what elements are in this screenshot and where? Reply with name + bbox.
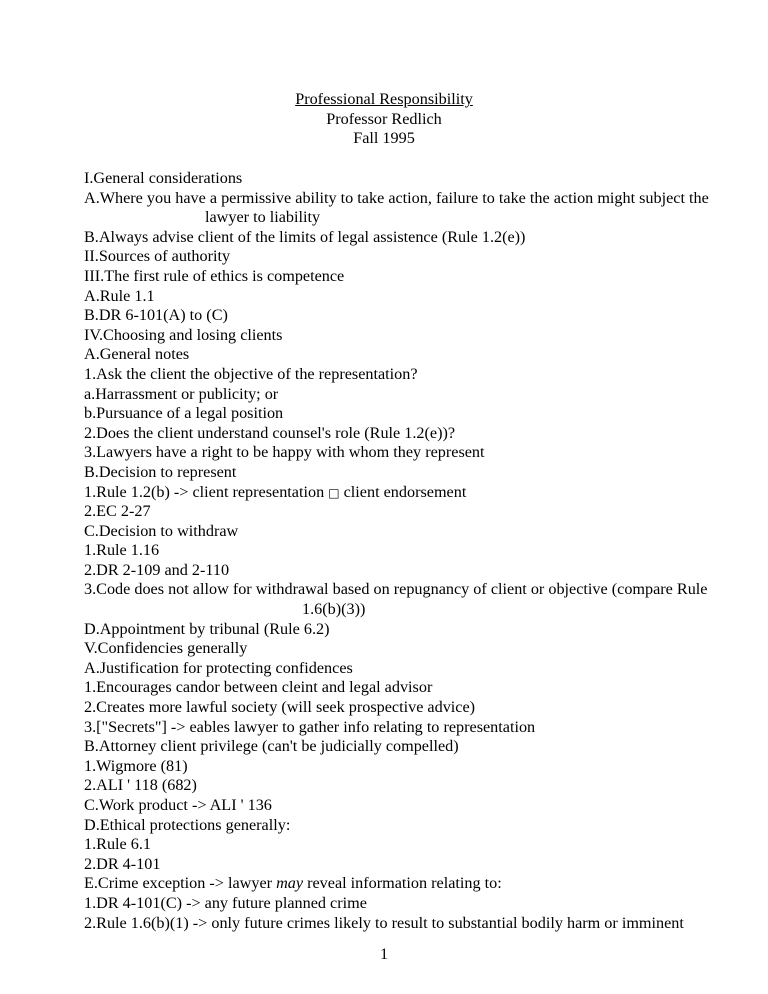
- outline-line: B.Always advise client of the limits of legal assistence (Rule 1.2(e)): [84, 227, 526, 246]
- outline-line: 1.Rule 1.16: [84, 541, 160, 560]
- outline-line-part: 1.Rule 1.2(b) -> client representation: [84, 482, 325, 501]
- outline-line: 3.["Secrets"] -> eables lawyer to gather info relating to representation: [84, 717, 536, 736]
- outline-line: B.Attorney client privilege (can't be judicially compelled): [84, 737, 459, 756]
- outline-line: A.Rule 1.1: [84, 286, 155, 305]
- outline-line: 2.Creates more lawful society (will seek prospective advice): [84, 698, 476, 717]
- outline-line: 1.Encourages candor between cleint and legal advisor: [84, 678, 433, 697]
- outline-line: 1.Ask the client the objective of the representation?: [84, 364, 418, 383]
- outline-line: 2.EC 2-27: [84, 502, 151, 521]
- outline-line: 3.Code does not allow for withdrawal based on repugnancy of client or objective (compare Rule: [84, 580, 708, 599]
- emphasis-text: may: [276, 874, 304, 893]
- outline-line-part: reveal information relating to:: [307, 874, 502, 893]
- missing-glyph-icon: □: [328, 485, 340, 500]
- outline-line: 2.Does the client understand counsel's role (Rule 1.2(e))?: [84, 423, 456, 442]
- outline-line: 2.ALI ' 118 (682): [84, 776, 197, 795]
- outline-line-mixed: [84, 874, 704, 894]
- outline-line-part: client endorsement: [343, 482, 467, 501]
- outline-line: a.Harrassment or publicity; or: [84, 384, 279, 403]
- outline-line: 3.Lawyers have a right to be happy with whom they represent: [84, 443, 485, 462]
- outline-line: B.DR 6-101(A) to (C): [84, 306, 228, 325]
- outline-line: 2.DR 2-109 and 2-110: [84, 560, 230, 579]
- term: Fall 1995: [353, 129, 415, 148]
- outline-line: 1.Rule 6.1: [84, 835, 151, 854]
- outline-line: b.Pursuance of a legal position: [84, 404, 284, 423]
- page-number: 1: [379, 945, 389, 963]
- outline-line: 1.DR 4-101(C) -> any future planned crime: [84, 893, 367, 912]
- outline-line-part: E.Crime exception -> lawyer: [84, 874, 273, 893]
- outline-line: II.Sources of authority: [84, 247, 231, 266]
- outline-line: V.Confidencies generally: [84, 639, 248, 658]
- outline-line-continuation: 1.6(b)(3)): [302, 600, 366, 619]
- document-title: Professional Responsibility: [295, 90, 473, 108]
- outline-line-continuation: lawyer to liability: [205, 208, 321, 227]
- outline-line: C.Work product -> ALI ' 136: [84, 796, 272, 814]
- outline-line: III.The first rule of ethics is competence: [84, 266, 345, 285]
- professor-name: Professor Redlich: [326, 109, 442, 128]
- outline-line: D.Appointment by tribunal (Rule 6.2): [84, 619, 330, 638]
- outline-line: D.Ethical protections generally:: [84, 815, 291, 834]
- outline-line: A.Justification for protecting confidences: [84, 658, 353, 677]
- outline-line: 1.Wigmore (81): [84, 756, 188, 775]
- outline-body: [84, 169, 709, 933]
- outline-line-mixed: [84, 483, 704, 503]
- outline-line: B.Decision to represent: [84, 462, 237, 481]
- outline-line: IV.Choosing and losing clients: [84, 325, 283, 344]
- outline-line: C.Decision to withdraw: [84, 521, 239, 540]
- outline-line: A.General notes: [84, 345, 190, 364]
- outline-line: I.General considerations: [84, 169, 243, 187]
- outline-line: 2.DR 4-101: [84, 854, 161, 873]
- outline-line: A.Where you have a permissive ability to take action, failure to take the action might subject the: [84, 188, 709, 207]
- document-header: [0, 90, 768, 149]
- outline-line: 2.Rule 1.6(b)(1) -> only future crimes likely to result to substantial bodily harm or imminent: [84, 913, 684, 932]
